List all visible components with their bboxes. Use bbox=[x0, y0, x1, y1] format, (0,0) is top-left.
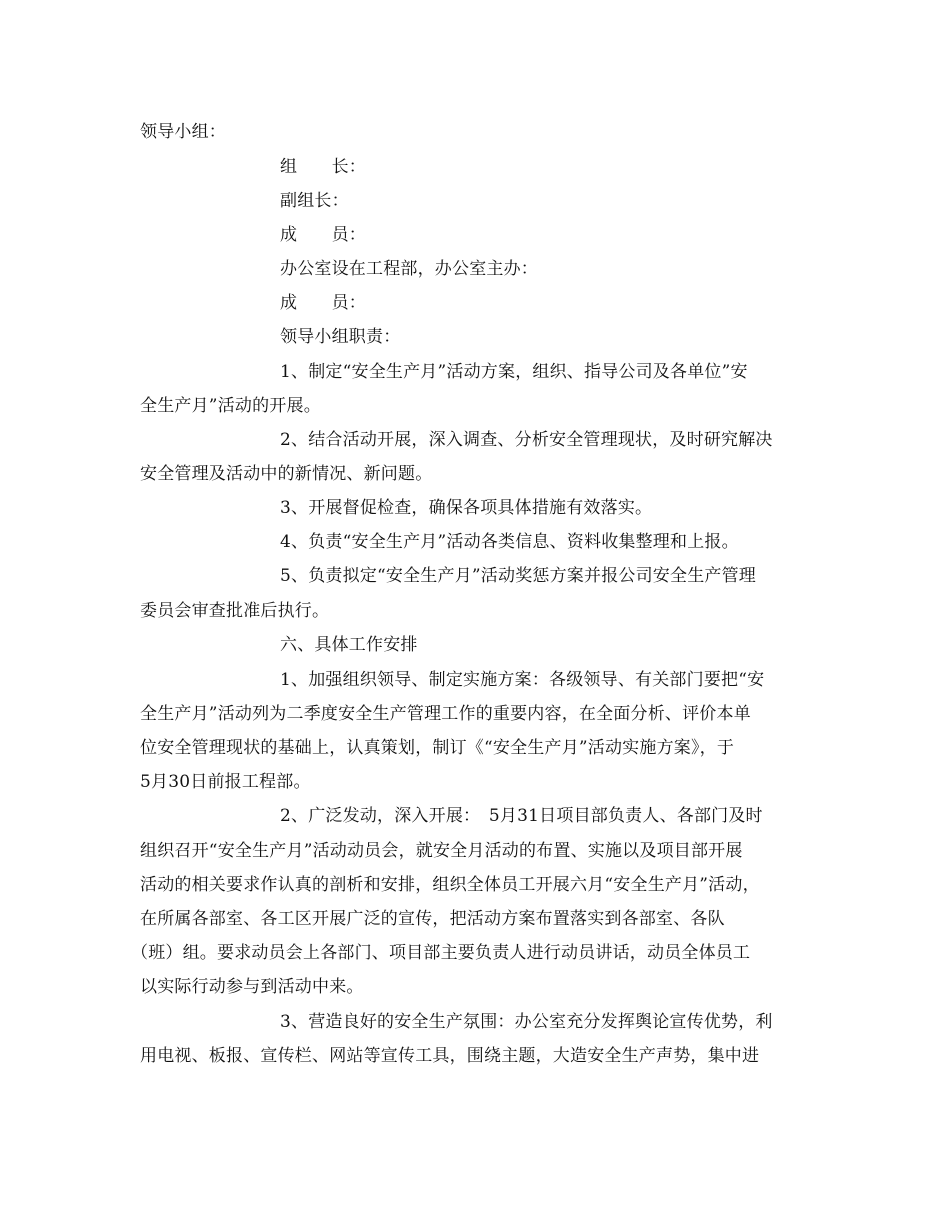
arrangement-2-line-2: 组织召开“安全生产月”活动动员会，就安全月活动的布置、实施以及项目部开展 bbox=[140, 841, 743, 861]
section-heading-work-arrangement: 六、具体工作安排 bbox=[280, 635, 418, 655]
arrangement-2-line-4: 在所属各部室、各工区开展广泛的宣传，把活动方案布置落实到各部室、各队 bbox=[140, 909, 725, 929]
arrangement-1-line-2: 全生产月”活动列为二季度安全生产管理工作的重要内容，在全面分析、评价本单 bbox=[140, 704, 751, 724]
arrangement-1-line-1: 1、加强组织领导、制定实施方案：各级领导、有关部门要把“安 bbox=[280, 670, 765, 690]
duty-4-line: 4、负责“安全生产月”活动各类信息、资料收集整理和上报。 bbox=[280, 532, 739, 552]
duty-5-line-2: 委员会审查批准后执行。 bbox=[140, 601, 330, 621]
arrangement-3-line-2: 用电视、板报、宣传栏、网站等宣传工具，围绕主题，大造安全生产声势，集中进 bbox=[140, 1046, 760, 1066]
duties-heading: 领导小组职责： bbox=[280, 327, 401, 347]
section-heading-leadership-group: 领导小组： bbox=[140, 122, 226, 142]
arrangement-2-line-6: 以实际行动参与到活动中来。 bbox=[140, 977, 364, 997]
arrangement-2-line-5: （班）组。要求动员会上各部门、项目部主要负责人进行动员讲话，动员全体员工 bbox=[131, 943, 751, 963]
office-location-line: 办公室设在工程部，办公室主办： bbox=[280, 259, 538, 279]
duty-1-line-2: 全生产月”活动的开展。 bbox=[140, 396, 321, 416]
duty-3-line: 3、开展督促检查，确保各项具体措施有效落实。 bbox=[280, 498, 653, 518]
office-members-label: 成 员： bbox=[280, 293, 366, 313]
arrangement-3-line-1: 3、营造良好的安全生产氛围：办公室充分发挥舆论宣传优势，利 bbox=[280, 1012, 773, 1032]
duty-1-line-1: 1、制定“安全生产月”活动方案，组织、指导公司及各单位”安 bbox=[280, 362, 748, 382]
duty-5-line-1: 5、负责拟定“安全生产月”活动奖惩方案并报公司安全生产管理 bbox=[280, 566, 756, 586]
deputy-leader-label: 副组长： bbox=[280, 191, 349, 211]
duty-2-line-2: 安全管理及活动中的新情况、新问题。 bbox=[140, 464, 433, 484]
leader-label: 组 长： bbox=[280, 157, 366, 177]
duty-2-line-1: 2、结合活动开展，深入调查、分析安全管理现状，及时研究解决 bbox=[280, 430, 773, 450]
arrangement-2-line-1: 2、广泛发动，深入开展： 5月31日项目部负责人、各部门及时 bbox=[280, 806, 763, 826]
arrangement-1-line-4: 5月30日前报工程部。 bbox=[140, 772, 311, 792]
members-label: 成 员： bbox=[280, 225, 366, 245]
arrangement-1-line-3: 位安全管理现状的基础上，认真策划，制订《“安全生产月”活动实施方案》，于 bbox=[140, 738, 735, 758]
arrangement-2-line-3: 活动的相关要求作认真的剖析和安排，组织全体员工开展六月“安全生产月”活动， bbox=[140, 875, 760, 895]
